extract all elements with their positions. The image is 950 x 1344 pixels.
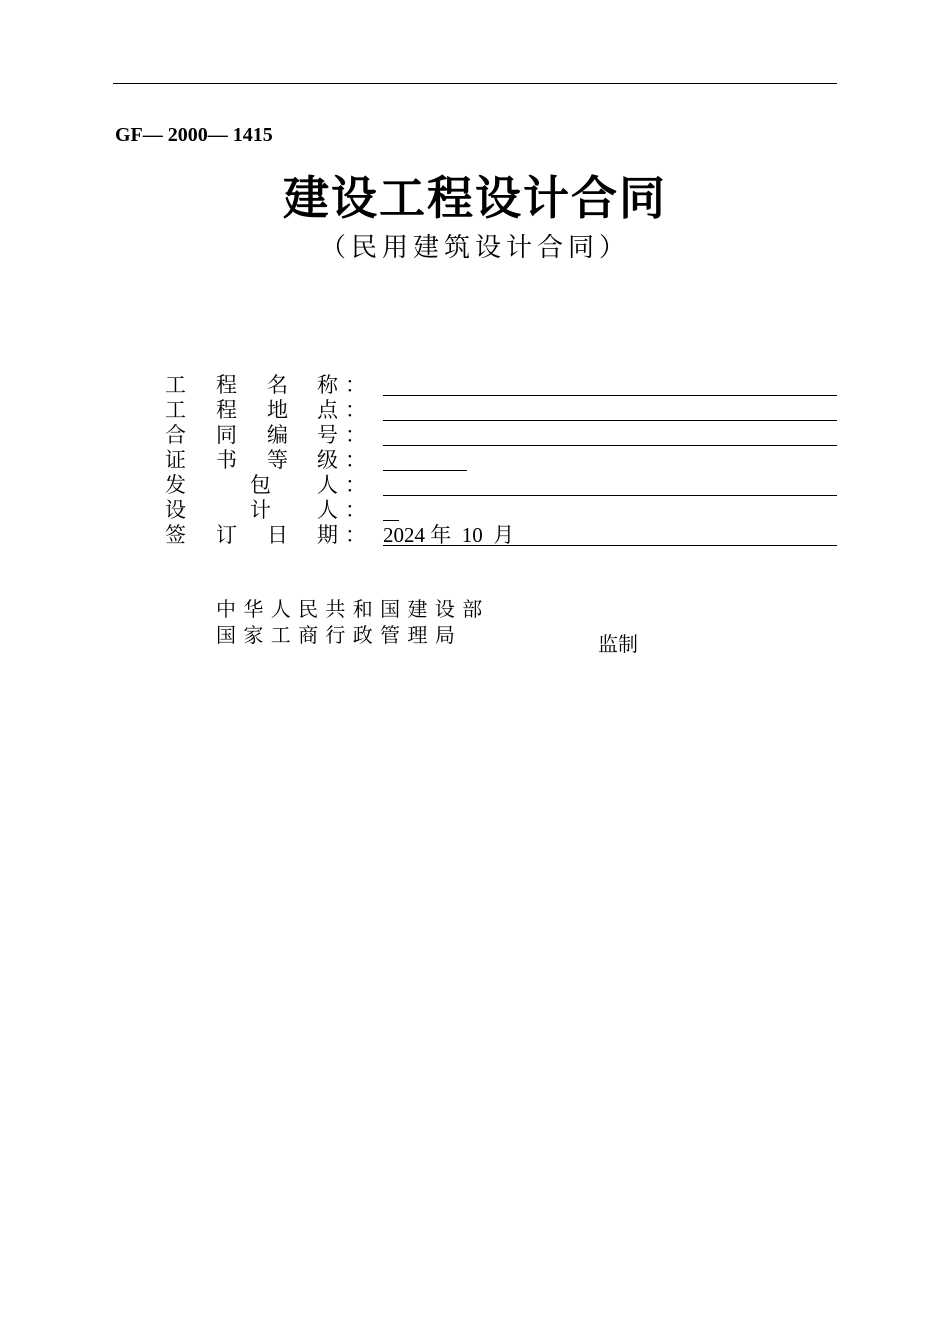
issuing-authorities: [216, 596, 483, 648]
field-signing-date: [165, 523, 837, 548]
project-location-field[interactable]: [383, 398, 837, 421]
field-designer: [165, 498, 837, 523]
designer-field[interactable]: [383, 498, 399, 521]
document-code: GF— 2000— 1415: [115, 124, 273, 146]
employer-field[interactable]: [383, 473, 837, 496]
field-employer: [165, 473, 837, 498]
field-project-location: [165, 398, 837, 423]
field-contract-number: [165, 423, 837, 448]
authority-ministry: 中 华 人 民 共 和 国 建 设 部: [216, 597, 483, 621]
field-label: 发 包 人 ：: [165, 473, 366, 497]
project-name-field[interactable]: [383, 373, 837, 396]
field-project-name: [165, 373, 837, 398]
field-label: 设 计 人 ：: [165, 498, 366, 522]
contract-title: 建设工程设计合同: [283, 171, 667, 225]
supervise-label: 监制: [598, 632, 638, 656]
contract-number-field[interactable]: [383, 423, 837, 446]
signing-date-field[interactable]: 2024 年 10 月: [383, 523, 837, 546]
contract-subtitle: （民用建筑设计合同）: [319, 233, 630, 263]
field-label: 工 程 名 称 ：: [165, 373, 366, 397]
field-label: 工 程 地 点 ：: [165, 398, 366, 422]
field-label: 证 书 等 级 ：: [165, 448, 366, 472]
top-rule: [113, 83, 837, 84]
field-certificate-grade: [165, 448, 837, 473]
authority-administration: 国 家 工 商 行 政 管 理 局: [216, 623, 456, 647]
contract-fields: [165, 373, 837, 548]
field-label: 合 同 编 号 ：: [165, 423, 366, 447]
field-label: 签 订 日 期 ：: [165, 523, 366, 547]
certificate-grade-field[interactable]: [383, 448, 467, 471]
